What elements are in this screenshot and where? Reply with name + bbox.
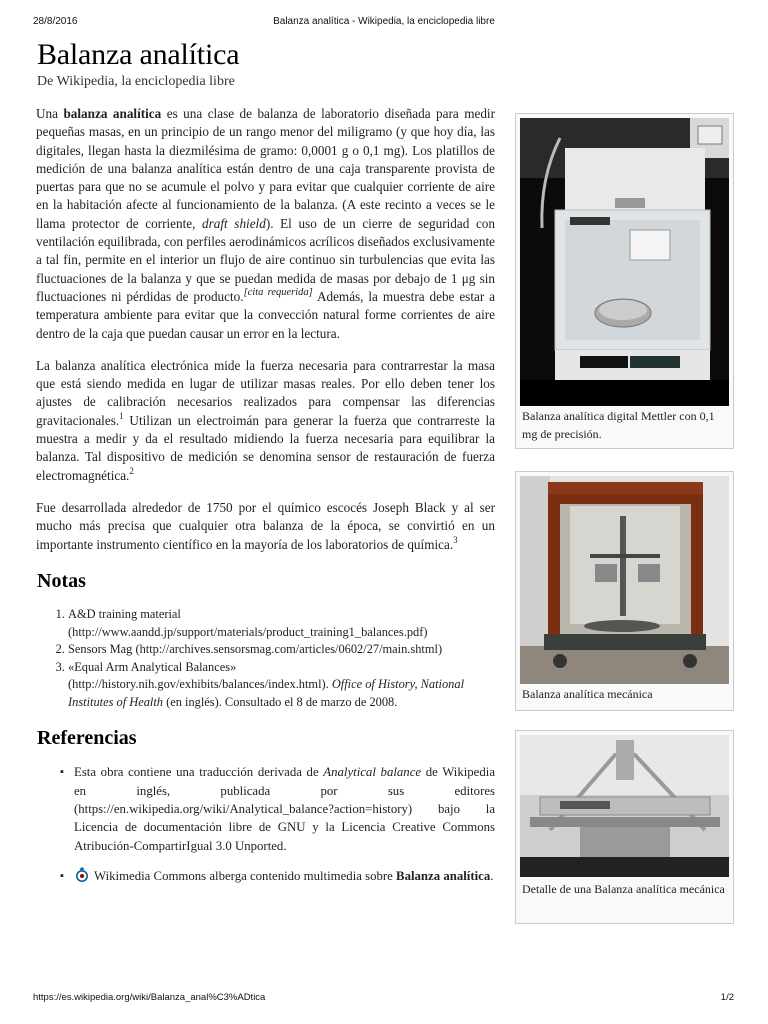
page-number: 1/2 — [720, 992, 734, 1003]
wikimedia-commons-icon — [74, 867, 90, 883]
page-subtitle: De Wikipedia, la enciclopedia libre — [37, 74, 235, 89]
citation-needed-link[interactable]: [cita requerida] — [243, 286, 313, 298]
ref-link-3[interactable]: 3 — [453, 534, 458, 545]
nota-item[interactable]: 1. A&D training material (http://www.aandd.jp/support/materials/product_training1_balances.pdf) — [68, 606, 495, 641]
paragraph-electronic: La balanza analítica electrónica mide la fuerza necesaria para contrarrestar la masa que está siendo medida en lugar de utilizar masas reales. Por ello deben tener los ajustes de calibración necesarios realizados para compensar las diferencias gravitacionales.$^1$ Utilizan un electroimán para generar la fuerza que contrarreste la muestra a medir y da el resultado midiendo la fuerza necesaria para equilibrar la balanza. Tal dispositivo de medición se denomina sensor de restauración de fuerza electromagnética.$^2$ — [36, 357, 495, 483]
figure-caption: Detalle de una Balanza analítica mecánica — [522, 882, 725, 896]
referencias-list — [36, 763, 495, 885]
ref-link-2[interactable]: 2 — [129, 465, 134, 476]
article-body — [36, 105, 495, 897]
figure-caption: Balanza analítica digital Mettler con 0,1 mg de precisión. — [522, 409, 715, 441]
nota-item[interactable]: 3. «Equal Arm Analytical Balances» (http://history.nih.gov/exhibits/balances/index.html). Office of History, National Institutes of Health (en inglés). Consultado el 8 de marzo de 2008. — [68, 659, 495, 712]
ref-link-1[interactable]: 1 — [119, 410, 124, 421]
figure-balance-detail — [515, 730, 734, 924]
notas-heading: Notas — [37, 569, 86, 592]
paragraph-history: Fue desarrollada alrededor de 1750 por el químico escocés Joseph Black y al ser mucho más precisa que cualquier otra balanza de la época, se convirtió en un importante instrumento científico en la mayoría de los laboratorios de química.$^3$ — [36, 499, 495, 552]
print-url: https://es.wikipedia.org/wiki/Balanza_anal%C3%ADtica — [33, 992, 266, 1003]
print-title: Balanza analítica - Wikipedia, la enciclopedia libre — [273, 16, 495, 27]
balance-detail-image[interactable] — [520, 735, 729, 877]
print-header — [0, 16, 768, 30]
notas-list — [36, 606, 495, 711]
commons-item: ▪ Wikimedia Commons alberga contenido multimedia sobre Balanza analítica. — [74, 867, 495, 885]
reference-item: ▪ Esta obra contiene una traducción derivada de Analytical balance de Wikipedia en inglés, publicada por sus editores (https://en.wikipedia.org/wiki/Analytical_balance?action=history) bajo la Licencia de documentación libre de GNU y la Licencia Creative Commons Atribución-CompartirIgual 3.0 Unported. — [74, 763, 495, 854]
print-date: 28/8/2016 — [33, 16, 78, 27]
digital-balance-image[interactable] — [520, 118, 729, 406]
figure-mechanical-balance — [515, 471, 734, 711]
analytical-balance-link[interactable]: Analytical balance — [323, 765, 422, 780]
draft-shield-term: draft shield — [202, 215, 266, 231]
page-title: Balanza analítica — [37, 38, 240, 71]
mechanical-balance-image[interactable] — [520, 476, 729, 684]
term-bold: balanza analítica — [63, 106, 162, 121]
nota-item[interactable]: 2. Sensors Mag (http://archives.sensorsmag.com/articles/0602/27/main.shtml) — [68, 641, 495, 659]
referencias-heading: Referencias — [37, 727, 137, 750]
figure-digital-balance — [515, 113, 734, 449]
paragraph-intro: Una balanza analítica es una clase de balanza de laboratorio diseñada para medir pequeñas masas, en un principio de un rango menor del miligramo (y que hoy día, las digitales, llegan hasta la diezmilésima de gramo: 0,0001 g o 0,1 mg). Los platillos de medición de una balanza analítica están dentro de una caja transparente provista de puertas para que no se acumule el polvo y para evitar que cualquier corriente de aire en la habitación afecte al funcionamiento de la balanza. (A este recinto a veces se le llama protector de corriente, draft shield). El uso de un cierre de seguridad con ventilación equilibrada, con perfiles aerodinámicos acrílicos diseñados exclusivamente a tal fin, permite en el interior un flujo de aire continuo sin turbulencias que evita las fluctuaciones de la balanza y que se puedan medida de masas por debajo de 1 μg sin fluctuaciones ni pérdidas de producto.[cita requerida] Además, la muestra debe estar a temperatura ambiente para evitar que la convección natural forme corrientes de aire dentro de la caja que puedan causar un error en la lectura. — [36, 106, 495, 341]
figure-caption: Balanza analítica mecánica — [522, 687, 653, 701]
commons-link[interactable]: Balanza analítica — [396, 868, 491, 883]
